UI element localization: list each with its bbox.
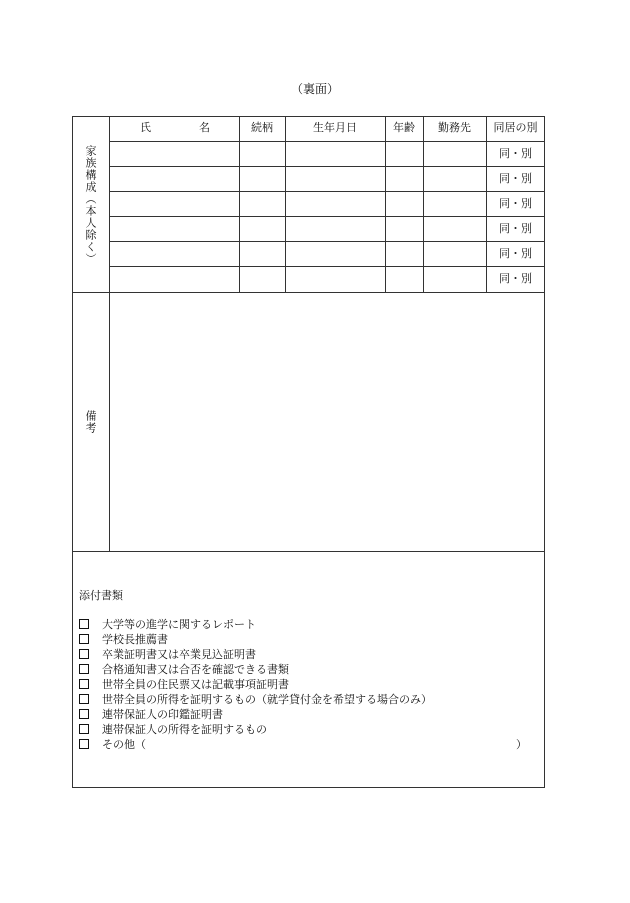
cohabitation-cell: 同・別 bbox=[499, 172, 532, 185]
table-column-rule bbox=[285, 117, 286, 292]
header-name-left: 氏 bbox=[140, 121, 151, 134]
table-column-rule bbox=[239, 117, 240, 292]
header-relation: 続柄 bbox=[251, 121, 273, 134]
attachment-item[interactable]: 大学等の進学に関するレポート bbox=[79, 617, 432, 632]
page-title: （裏面） bbox=[290, 82, 339, 96]
header-cohabitation: 同居の別 bbox=[493, 121, 538, 134]
family-section-label: 家族構成（本人除く） bbox=[84, 145, 97, 265]
remarks-section-label: 備考 bbox=[84, 410, 97, 434]
attachment-item[interactable]: 合格通知書又は合否を確認できる書類 bbox=[79, 662, 432, 677]
table-rule bbox=[109, 266, 545, 267]
attachment-item-other[interactable]: その他（ ） bbox=[79, 737, 432, 752]
table-rule bbox=[109, 191, 545, 192]
header-workplace: 勤務先 bbox=[438, 121, 471, 134]
attachment-item[interactable]: 連帯保証人の印鑑証明書 bbox=[79, 707, 432, 722]
attachments-title: 添付書類 bbox=[79, 589, 123, 602]
table-rule bbox=[109, 216, 545, 217]
checkbox[interactable] bbox=[79, 619, 89, 629]
cohabitation-cell: 同・別 bbox=[499, 222, 532, 235]
table-rule bbox=[109, 166, 545, 167]
checkbox[interactable] bbox=[79, 709, 89, 719]
checkbox[interactable] bbox=[79, 739, 89, 749]
checkbox[interactable] bbox=[79, 634, 89, 644]
checkbox[interactable] bbox=[79, 679, 89, 689]
attachment-item[interactable]: 連帯保証人の所得を証明するもの bbox=[79, 722, 432, 737]
cohabitation-cell: 同・別 bbox=[499, 272, 532, 285]
checkbox[interactable] bbox=[79, 664, 89, 674]
section-divider bbox=[73, 551, 545, 552]
table-column-rule bbox=[423, 117, 424, 292]
cohabitation-cell: 同・別 bbox=[499, 147, 532, 160]
checkbox[interactable] bbox=[79, 724, 89, 734]
cohabitation-cell: 同・別 bbox=[499, 197, 532, 210]
attachment-item[interactable]: 学校長推薦書 bbox=[79, 632, 432, 647]
table-column-rule bbox=[385, 117, 386, 292]
other-close-paren: ） bbox=[516, 738, 527, 751]
checkbox[interactable] bbox=[79, 649, 89, 659]
table-rule bbox=[109, 241, 545, 242]
checkbox[interactable] bbox=[79, 694, 89, 704]
attachments-list bbox=[79, 617, 527, 752]
label-column-rule bbox=[109, 117, 110, 551]
attachment-item[interactable]: 世帯全員の住民票又は記載事項証明書 bbox=[79, 677, 432, 692]
section-divider bbox=[73, 292, 545, 293]
table-rule bbox=[109, 141, 545, 142]
cohabitation-cell: 同・別 bbox=[499, 247, 532, 260]
header-name-right: 名 bbox=[199, 121, 210, 134]
attachment-item[interactable]: 世帯全員の所得を証明するもの（就学貸付金を希望する場合のみ） bbox=[79, 692, 432, 707]
form-frame bbox=[72, 116, 545, 788]
attachment-item[interactable]: 卒業証明書又は卒業見込証明書 bbox=[79, 647, 432, 662]
header-age: 年齢 bbox=[393, 121, 415, 134]
header-birthdate: 生年月日 bbox=[313, 121, 357, 134]
